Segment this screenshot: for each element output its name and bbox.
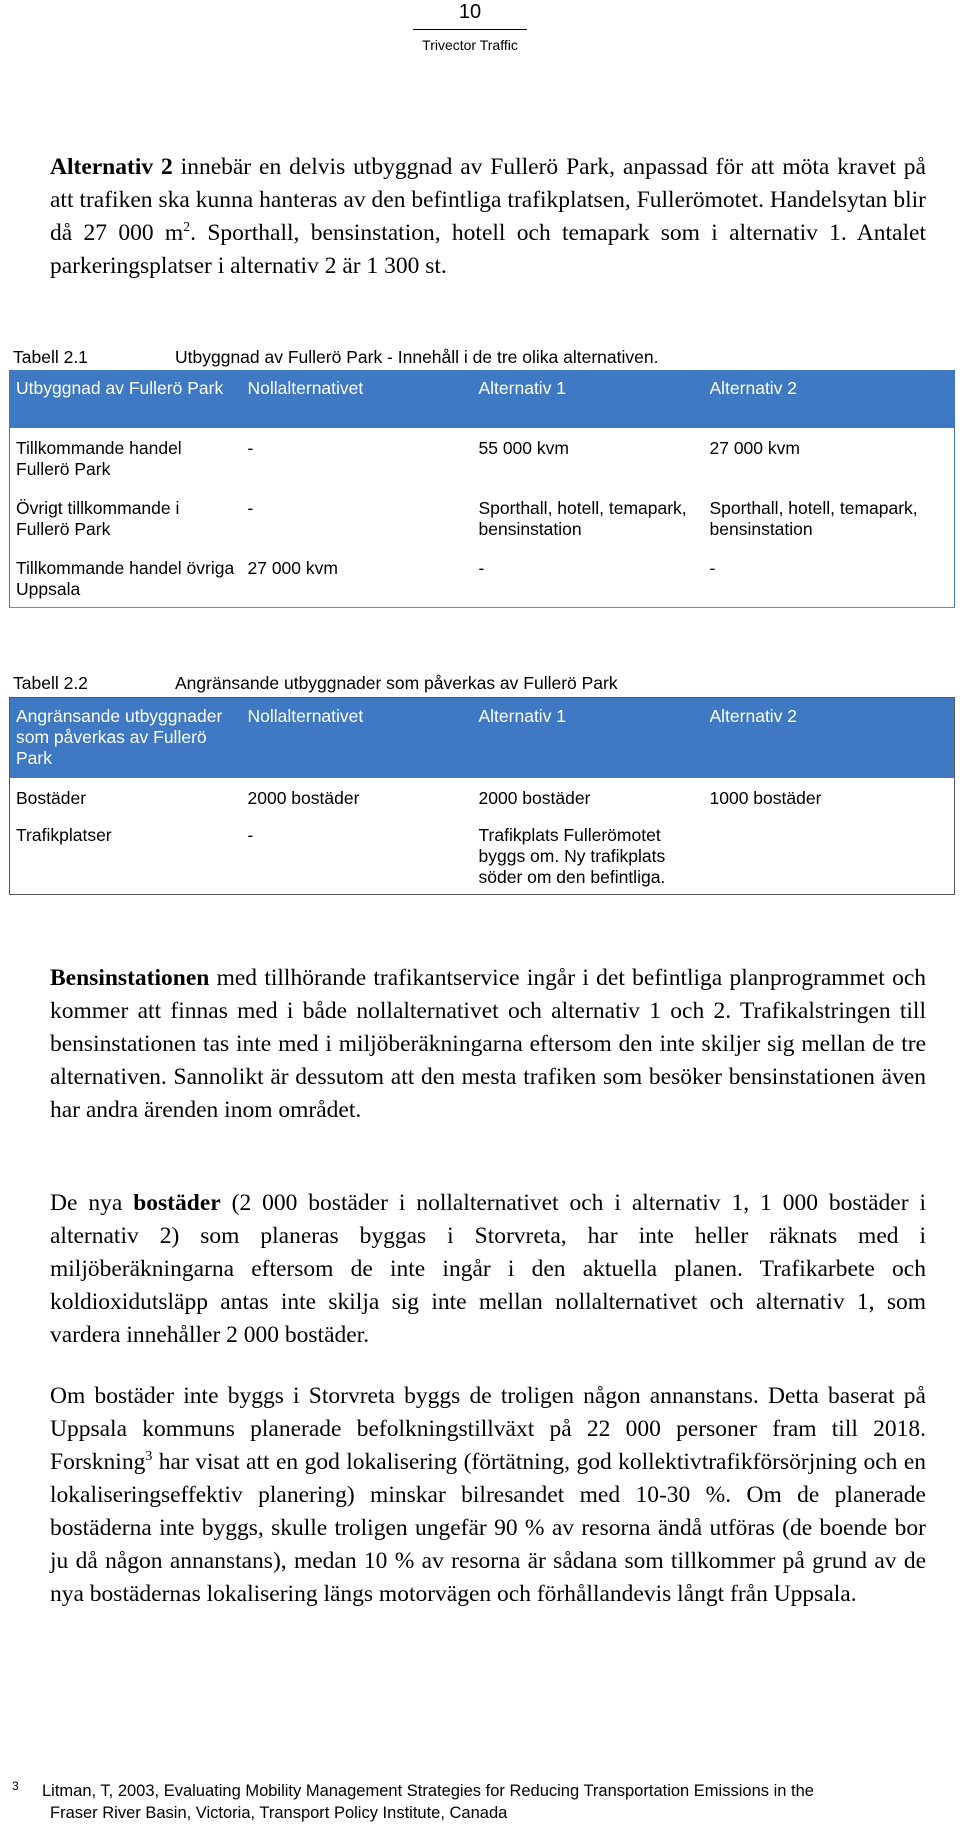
table-row xyxy=(10,548,955,608)
table-cell: - xyxy=(247,498,254,518)
table1-header-cell: Alternativ 1 xyxy=(473,370,704,428)
table-cell: 2000 bostäder xyxy=(247,788,360,808)
table2-caption-text: Angränsande utbyggnader som påverkas av Fullerö Park xyxy=(175,673,618,693)
table-cell: 27 000 kvm xyxy=(704,428,955,488)
intro-superscript: 2 xyxy=(183,220,191,236)
storvreta-text-b: har visat att en god lokalisering (förtätning, god kollektivtrafikförsörjning och en lokaliseringseffektiv planering) minskar bilresandet med 10-30 %. Om de planerade bostäderna inte byggs, skulle troligen ungefär 90 % av resorna ändå utföras (de boende bor ju då någon annanstans), medan 10 % av resorna är sådana som tillkommer på grund av de nya bostädernas lokalisering längs motorvägen och förhållandevis långt från Uppsala. xyxy=(50,1449,926,1607)
footnote-mark: 3 xyxy=(12,1779,19,1793)
intro-text-b: . Sporthall, bensinstation, hotell och temapark som i alternativ 1. Antalet parkeringsplatser i alternativ 2 är 1 300 st. xyxy=(50,220,926,279)
bensinstation-lead: Bensinstationen xyxy=(50,965,210,991)
header-rule xyxy=(413,29,527,30)
table-cell: Övrigt tillkommande i Fullerö Park xyxy=(10,488,242,548)
bostader-pre: De nya xyxy=(50,1190,134,1216)
page-number: 10 xyxy=(458,1,482,23)
table-cell xyxy=(704,815,955,895)
intro-paragraph xyxy=(50,151,926,283)
table-cell: Tillkommande handel övriga Uppsala xyxy=(10,548,242,608)
table-cell: Tillkommande handel Fullerö Park xyxy=(10,428,242,488)
table-cell: - xyxy=(247,825,254,845)
table2-caption xyxy=(13,672,618,694)
table2-label: Tabell 2.2 xyxy=(13,673,88,693)
table-cell: 2000 bostäder xyxy=(478,788,591,808)
table1-header-cell: Nollalternativet xyxy=(242,370,473,428)
table-row xyxy=(10,428,955,488)
table-cell: Trafikplatser xyxy=(16,825,112,845)
table-row xyxy=(10,778,955,816)
table-row xyxy=(10,488,955,548)
bostader-lead: bostäder xyxy=(133,1190,221,1216)
storvreta-text-a: Om bostäder inte byggs i Storvreta byggs de troligen någon annanstans. Detta baserat på Uppsala kommuns planerade befolkningstillväxt på 22 000 personer fram till 2018. Forskning xyxy=(50,1383,926,1475)
bensinstation-text: med tillhörande trafikantservice ingår i det befintliga planprogrammet och kommer att finnas med i både nollalternativet och alternativ 1 och 2. Trafikalstringen till bensinstationen tas inte med i miljöberäkningarna eftersom den inte skiljer sig mellan de tre alternativen. Sannolikt är dessutom att den mesta trafiken som besöker bensinstationen även har andra ärenden inom området. xyxy=(50,965,926,1123)
table2-header-row xyxy=(10,698,955,778)
storvreta-paragraph xyxy=(50,1380,926,1611)
table-cell: Bostäder xyxy=(16,788,87,808)
table-cell: - xyxy=(473,548,704,608)
table-angransande xyxy=(9,697,955,895)
table-cell: 27 000 kvm xyxy=(242,548,473,608)
table1-caption xyxy=(13,346,658,368)
table-cell: 1000 bostäder xyxy=(709,788,822,808)
intro-lead: Alternativ 2 xyxy=(50,154,173,180)
table-cell: Trafikplats Fullerömotet byggs om. Ny trafikplats söder om den befintliga. xyxy=(478,825,666,887)
header-company: Trivector Traffic xyxy=(422,37,518,53)
footnote xyxy=(12,1779,934,1824)
table-cell: - xyxy=(704,548,955,608)
footnote-reference: 3 xyxy=(145,1449,153,1465)
table-cell: 55 000 kvm xyxy=(478,438,569,458)
bostader-text: (2 000 bostäder i nollalternativet och i alternativ 1, 1 000 bostäder i alternativ 2) som planeras byggas i Storvreta, har inte heller räknats med i miljöberäkningarna eftersom de inte ingår i den aktuella planen. Trafikarbete och koldioxidutsläpp antas inte skilja sig inte mellan nollalternativet och alternativ 1, som vardera innehåller 2 000 bostäder. xyxy=(50,1190,926,1348)
table1-header-cell: Utbyggnad av Fullerö Park xyxy=(10,370,242,428)
intro-text-a: innebär en delvis utbyggnad av Fullerö Park, anpassad för att möta kravet på att trafiken ska kunna hanteras av den befintliga trafikplatsen, Fullerömotet. Handelsytan blir då 27 000 m xyxy=(50,154,926,246)
table2-header-cell: Alternativ 1 xyxy=(473,698,704,778)
table-cell: Sporthall, hotell, temapark, bensinstation xyxy=(478,498,687,539)
bostader-paragraph xyxy=(50,1187,926,1352)
table1-caption-text: Utbyggnad av Fullerö Park - Innehåll i de tre olika alternativen. xyxy=(175,347,659,367)
footnote-line-1: Litman, T, 2003, Evaluating Mobility Management Strategies for Reducing Transportation Emissions in the xyxy=(42,1782,814,1800)
table2-header-cell: Nollalternativet xyxy=(242,698,473,778)
bensinstation-paragraph xyxy=(50,962,926,1127)
table1-label: Tabell 2.1 xyxy=(13,347,88,367)
table2-header-cell: Alternativ 2 xyxy=(704,698,955,778)
table2-header-cell: Angränsande utbyggnader som påverkas av Fullerö Park xyxy=(10,698,242,778)
table-cell: - xyxy=(247,438,254,458)
table1-header-row xyxy=(10,370,955,428)
footnote-line-2: Fraser River Basin, Victoria, Transport Policy Institute, Canada xyxy=(50,1804,508,1822)
table-cell: Sporthall, hotell, temapark, bensinstation xyxy=(704,488,955,548)
table-utbyggnad xyxy=(9,370,955,608)
table-row xyxy=(10,815,955,895)
table1-header-cell: Alternativ 2 xyxy=(704,370,955,428)
